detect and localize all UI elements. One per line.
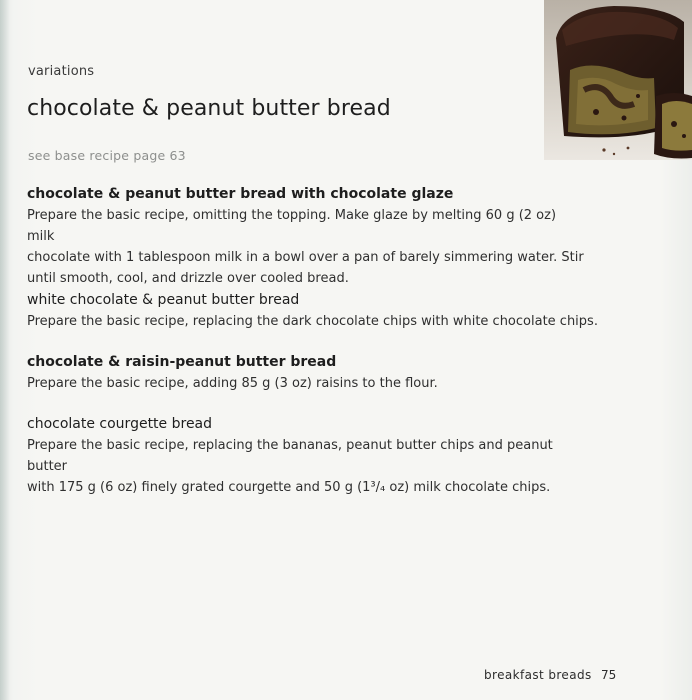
variation-body — [27, 435, 587, 498]
variation-title: white chocolate & peanut butter bread — [27, 292, 300, 308]
variation-raisin — [27, 354, 627, 394]
section-label: variations — [28, 64, 95, 79]
variation-courgette — [27, 416, 627, 498]
see-base-recipe-note: see base recipe page 63 — [28, 148, 186, 163]
footer-section-title: breakfast breads — [484, 668, 592, 682]
spine-shadow — [0, 0, 10, 700]
page-title: chocolate & peanut butter bread — [27, 96, 391, 121]
body-line: chocolate with 1 tablespoon milk in a bowl over a pan of barely simmering water. Stir — [27, 250, 584, 265]
bread-photo — [544, 0, 692, 160]
body-line: Prepare the basic recipe, adding 85 g (3 oz) raisins to the flour. — [27, 376, 438, 391]
body-line: Prepare the basic recipe, replacing the dark chocolate chips with white chocolate chips. — [27, 314, 598, 329]
variation-body — [27, 311, 627, 332]
variation-chocolate-glaze — [27, 186, 627, 289]
variation-body — [27, 205, 587, 289]
body-line: until smooth, cool, and drizzle over cooled bread. — [27, 271, 349, 286]
variation-white-chocolate — [27, 292, 627, 332]
variation-title: chocolate & peanut butter bread with chocolate glaze — [27, 186, 454, 202]
page-number: 75 — [601, 668, 617, 682]
body-line: Prepare the basic recipe, replacing the bananas, peanut butter chips and peanut butter — [27, 438, 553, 474]
variation-title: chocolate courgette bread — [27, 416, 213, 432]
body-line: with 175 g (6 oz) finely grated courgette and 50 g (1³/₄ oz) milk chocolate chips. — [27, 480, 551, 495]
variation-body — [27, 373, 627, 394]
loaf-image — [544, 0, 692, 160]
variation-title: chocolate & raisin-peanut butter bread — [27, 354, 337, 370]
body-line: Prepare the basic recipe, omitting the topping. Make glaze by melting 60 g (2 oz) milk — [27, 208, 557, 244]
